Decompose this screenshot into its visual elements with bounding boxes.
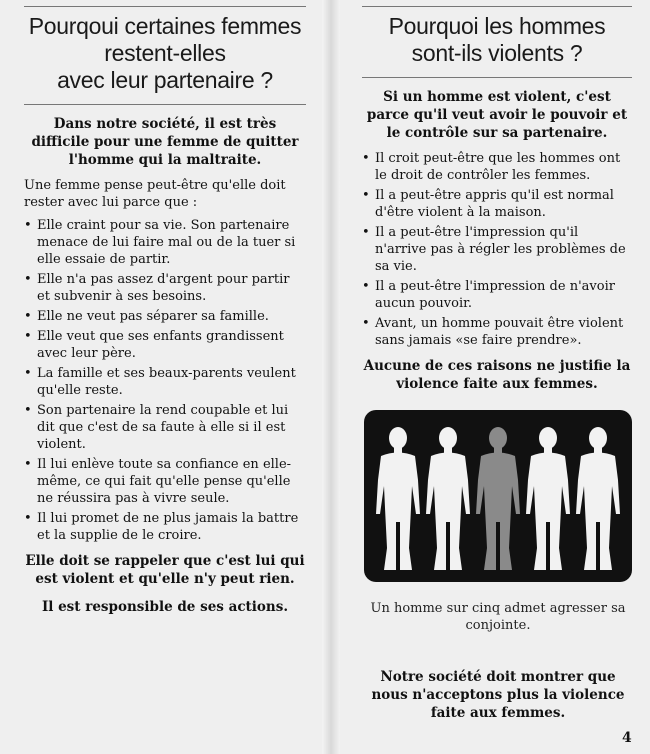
left-column	[24, 0, 306, 616]
title-rule-top	[24, 6, 306, 7]
right-title-line: Pourquoi les hommes	[388, 13, 606, 39]
five-men-illustration	[364, 410, 632, 582]
title-rule-top	[362, 6, 632, 7]
left-title-line: avec leur partenaire ?	[57, 67, 273, 93]
figure-caption: Un homme sur cinq admet agresser sa conjointe.	[370, 601, 626, 633]
list-item: • Il croit peut-être que les hommes ont le droit de contrôler les femmes.	[362, 150, 632, 184]
man-figure	[426, 427, 470, 570]
list-item: • Il lui enlève toute sa confiance en elle-même, ce qui fait qu'elle pense qu'elle ne réussira pas à vivre seule.	[24, 456, 306, 507]
right-lead: Si un homme est violent, c'est parce qu'il veut avoir le pouvoir et le contrôle sur sa partenaire.	[366, 89, 628, 141]
right-no-reason: Aucune de ces raisons ne justifie la violence faite aux femmes.	[363, 358, 631, 392]
list-item: • Elle craint pour sa vie. Son partenaire menace de lui faire mal ou de la tuer si elle essaie de partir.	[24, 217, 306, 268]
left-lead: Dans notre société, il est très difficile pour une femme de quitter l'homme qui la maltraite.	[31, 116, 299, 168]
list-item: • Son partenaire la rend coupable et lui dit que c'est de sa faute à elle si il est violent.	[24, 402, 306, 453]
list-item: • Il a peut-être appris qu'il est normal d'être violent à la maison.	[362, 187, 632, 221]
title-rule-bottom	[24, 104, 306, 105]
right-bullet-list	[362, 150, 632, 349]
left-responsible: Il est responsible de ses actions.	[41, 599, 289, 615]
left-bullet-list	[24, 217, 306, 544]
list-item: • La famille et ses beaux-parents veulent qu'elle reste.	[24, 365, 306, 399]
left-title-line: restent-elles	[104, 40, 226, 66]
left-remember: Elle doit se rappeler que c'est lui qui est violent et qu'elle n'y peut rien.	[25, 553, 305, 587]
men-figures-svg	[364, 410, 632, 582]
list-item: • Elle ne veut pas séparer sa famille.	[24, 308, 306, 325]
list-item: • Il a peut-être l'impression de n'avoir aucun pouvoir.	[362, 278, 632, 312]
right-column	[362, 0, 632, 393]
left-intro: Une femme pense peut-être qu'elle doit rester avec lui parce que :	[24, 178, 286, 210]
page-gutter	[322, 0, 340, 754]
list-item: • Elle veut que ses enfants grandissent avec leur père.	[24, 328, 306, 362]
list-item: • Avant, un homme pouvait être violent sans jamais «se faire prendre».	[362, 315, 632, 349]
man-figure	[376, 427, 420, 570]
left-title-line: Pourqoui certaines femmes	[28, 13, 302, 39]
list-item: • Elle n'a pas assez d'argent pour partir et subvenir à ses besoins.	[24, 271, 306, 305]
right-title-line: sont-ils violents ?	[411, 40, 583, 66]
left-title	[24, 13, 306, 94]
highlighted-man-figure	[476, 427, 520, 570]
right-title	[362, 13, 632, 67]
man-figure	[526, 427, 570, 570]
list-item: • Il a peut-être l'impression qu'il n'arrive pas à régler les problèmes de sa vie.	[362, 224, 632, 275]
man-figure	[576, 427, 620, 570]
list-item: • Il lui promet de ne plus jamais la battre et la supplie de le croire.	[24, 510, 306, 544]
title-rule-bottom	[362, 77, 632, 78]
closing-statement: Notre société doit montrer que nous n'acceptons plus la violence faite aux femmes.	[371, 669, 625, 721]
page-number: 4	[622, 730, 632, 746]
